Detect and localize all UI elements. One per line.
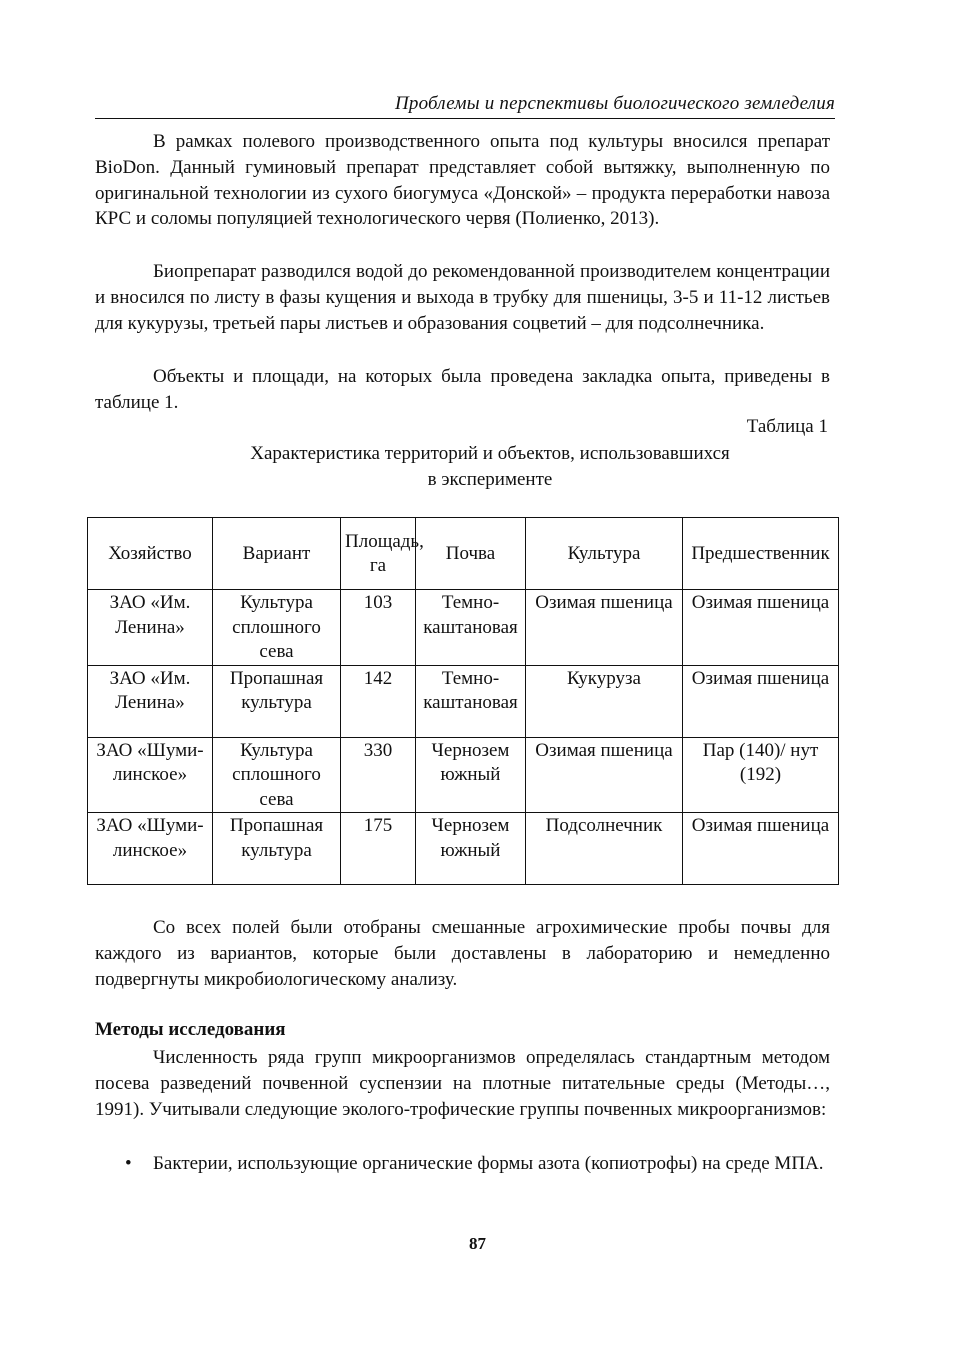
- cell-predecessor: Пар (140)/ нут (192): [683, 737, 839, 813]
- cell-soil: Чернозем южный: [416, 813, 526, 885]
- header-soil: Почва: [416, 518, 526, 590]
- cell-variant: Пропашная культура: [213, 665, 341, 737]
- cell-soil: Темно-каштановая: [416, 590, 526, 666]
- cell-crop: Кукуруза: [526, 665, 683, 737]
- header-farm: Хозяйство: [88, 518, 213, 590]
- header-crop: Культура: [526, 518, 683, 590]
- cell-area: 103: [341, 590, 416, 666]
- paragraph-objects: Объекты и площади, на которых была проведена закладка опыта, приведены в таблице 1.: [95, 366, 830, 413]
- data-table: [87, 517, 839, 885]
- cell-soil: Темно-каштановая: [416, 665, 526, 737]
- cell-farm: ЗАО «Шуми-линское»: [88, 813, 213, 885]
- cell-predecessor: Озимая пшеница: [683, 590, 839, 666]
- table-label: Таблица 1: [746, 416, 828, 437]
- cell-variant: Пропашная культура: [213, 813, 341, 885]
- header-variant: Вариант: [213, 518, 341, 590]
- table-row: [88, 813, 839, 885]
- bullet-icon: •: [125, 1153, 132, 1174]
- cell-variant: Культура сплошного сева: [213, 737, 341, 813]
- cell-crop: Озимая пшеница: [526, 590, 683, 666]
- cell-area: 330: [341, 737, 416, 813]
- table-row: [88, 590, 839, 666]
- cell-farm: ЗАО «Шуми-линское»: [88, 737, 213, 813]
- table-title-line-2: в эксперименте: [427, 468, 553, 490]
- table-row: [88, 737, 839, 813]
- cell-farm: ЗАО «Им. Ленина»: [88, 590, 213, 666]
- paragraph-methods: Численность ряда групп микроорганизмов определялась стандартным методом посева разведений почвенной суспензии на плотные питательные среды (Методы…, 1991). Учитывали следующие эколого-трофические группы почвенных микроорганизмов:: [95, 1047, 830, 1120]
- cell-farm: ЗАО «Им. Ленина»: [88, 665, 213, 737]
- paragraph-biodon: В рамках полевого производственного опыта под культуры вносился препарат BioDon. Данный гуминовый препарат представляет собой вытяжку, выполненную по оригинальной технологии из сухого биогумуса «Донской» – продукта переработки навоза КРС и соломы популяцией технологического червя (Полиенко, 2013).: [95, 131, 830, 230]
- cell-predecessor: Озимая пшеница: [683, 665, 839, 737]
- running-header: Проблемы и перспективы биологического земледелия: [394, 93, 835, 114]
- header-area: Площадь, га: [341, 518, 416, 590]
- cell-area: 142: [341, 665, 416, 737]
- header-predecessor: Предшественник: [683, 518, 839, 590]
- section-title: Методы исследования: [95, 1019, 286, 1040]
- page-number: 87: [469, 1234, 486, 1253]
- cell-area: 175: [341, 813, 416, 885]
- list-item-text: Бактерии, использующие органические формы азота (копиотрофы) на среде МПА.: [153, 1153, 824, 1174]
- table-row: [88, 665, 839, 737]
- table-title: [190, 441, 790, 493]
- paragraph-sampling: Со всех полей были отобраны смешанные агрохимические пробы почвы для каждого из вариантов, которые были доставлены в лабораторию и немедленно подвергнуты микробиологическому анализу.: [95, 917, 830, 990]
- table-title-line-1: Характеристика территорий и объектов, использовавшихся: [250, 443, 730, 464]
- paragraph-application: Биопрепарат разводился водой до рекомендованной производителем концентрации и вносился по листу в фазы кущения и выхода в трубку для пшеницы, 3-5 и 11-12 листьев для кукурузы, третьей пары листьев и образования соцветий – для подсолнечника.: [95, 261, 830, 334]
- cell-soil: Чернозем южный: [416, 737, 526, 813]
- cell-crop: Озимая пшеница: [526, 737, 683, 813]
- cell-variant: Культура сплошного сева: [213, 590, 341, 666]
- cell-crop: Подсолнечник: [526, 813, 683, 885]
- cell-predecessor: Озимая пшеница: [683, 813, 839, 885]
- header-rule: [95, 118, 835, 119]
- table-header-row: [88, 518, 839, 590]
